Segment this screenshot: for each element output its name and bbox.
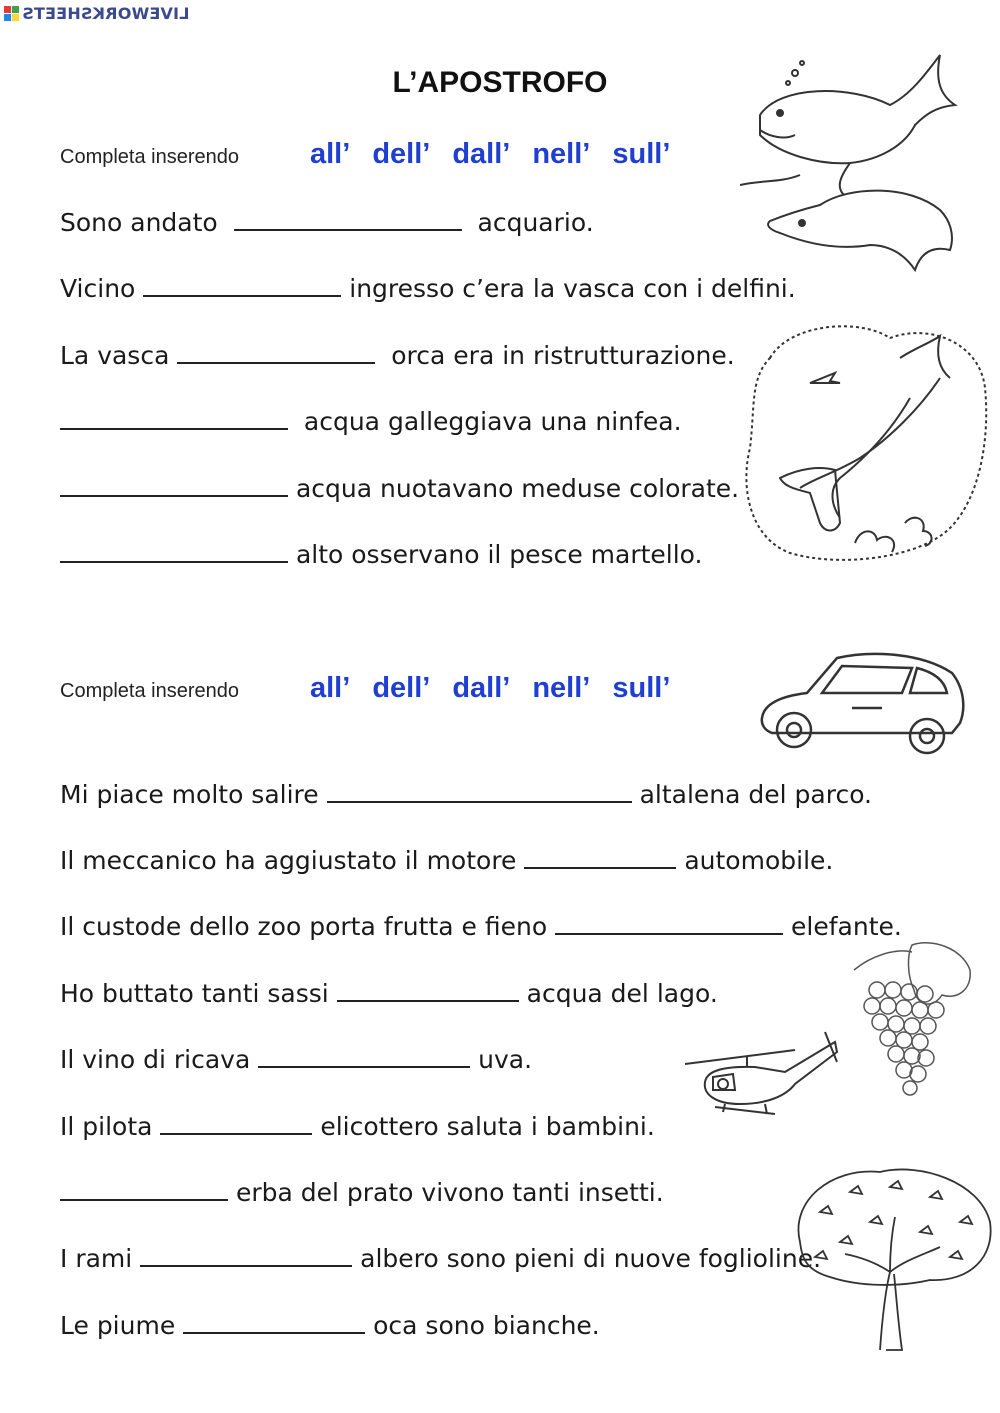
word-bank-2 [60,672,670,712]
word-bank-1 [60,138,670,178]
sentence-text: alto osservano il pesce martello. [295,540,703,569]
answer-blank[interactable] [60,537,288,563]
sentence-5 [60,471,739,506]
sentence-text: Sono andato [60,208,218,237]
sentence-text: altalena del parco. [639,780,872,809]
answer-blank[interactable] [160,1109,312,1135]
word-option[interactable]: nell’ [532,138,591,170]
sentence-text: acqua del lago. [526,979,718,1008]
sentence-text: Il pilota [60,1112,153,1141]
answer-blank[interactable] [327,777,632,803]
word-option[interactable]: dell’ [372,672,431,704]
answer-blank[interactable] [234,205,462,231]
word-option[interactable]: sull’ [612,672,671,704]
word-option[interactable]: all’ [310,138,351,170]
sentence-text: acquario. [477,208,594,237]
sentence-text: Il vino di ricava [60,1045,251,1074]
grapes-illustration [852,940,974,1112]
word-option[interactable]: nell’ [532,672,591,704]
sentence-text: Mi piace molto salire [60,780,319,809]
sentence-text: uva. [478,1045,533,1074]
answer-blank[interactable] [555,909,783,935]
sentence-1 [60,205,594,240]
sentence-11 [60,1042,532,1077]
sentence-7 [60,777,872,812]
sentence-text: elicottero saluta i bambini. [320,1112,655,1141]
sentence-text: Il custode dello zoo porta frutta e fieno [60,912,548,941]
sentence-text: albero sono pieni di nuove foglioline. [360,1244,822,1273]
sentence-text: Vicino [60,274,136,303]
page-title: L’APOSTROFO [392,66,608,99]
brand-name: LIVEWORKSHEETS [22,3,190,23]
answer-blank[interactable] [60,471,288,497]
answer-blank[interactable] [183,1308,365,1334]
answer-blank[interactable] [140,1241,352,1267]
sentence-13 [60,1175,664,1210]
sentence-text: acqua nuotavano meduse colorate. [295,474,740,503]
sentence-8 [60,843,833,878]
sentence-text: acqua galleggiava una ninfea. [303,407,682,436]
answer-blank[interactable] [177,338,375,364]
sentence-text: Ho buttato tanti sassi [60,979,329,1008]
tree-illustration [790,1162,995,1352]
sentence-text: automobile. [684,846,834,875]
sentence-4 [60,404,682,439]
sentence-text: elefante. [791,912,902,941]
sentence-text: Il meccanico ha aggiustato il motore [60,846,517,875]
answer-blank[interactable] [143,271,341,297]
answer-blank[interactable] [258,1042,470,1068]
sentence-text: La vasca [60,341,170,370]
dolphins-illustration [740,45,965,275]
word-option[interactable]: sull’ [612,138,671,170]
brand-squares-icon [4,6,19,21]
car-illustration [752,648,967,763]
word-option[interactable]: all’ [310,672,351,704]
sentence-text: erba del prato vivono tanti insetti. [235,1178,664,1207]
sentence-text: I rami [60,1244,133,1273]
sentence-text: ingresso c’era la vasca con i delfini. [349,274,796,303]
word-option[interactable]: dall’ [452,138,511,170]
sentence-text: Le piume [60,1311,176,1340]
sentence-2 [60,271,796,306]
sentence-14 [60,1241,821,1276]
word-option[interactable]: dell’ [372,138,431,170]
helicopter-illustration [685,1022,840,1127]
brand-logo [4,3,189,23]
hammerhead-shark-illustration [740,318,990,570]
sentence-text: orca era in ristrutturazione. [391,341,735,370]
answer-blank[interactable] [60,1175,228,1201]
sentence-6 [60,537,702,572]
sentence-10 [60,976,718,1011]
sentence-text: oca sono bianche. [373,1311,600,1340]
word-option[interactable]: dall’ [452,672,511,704]
answer-blank[interactable] [337,976,519,1002]
sentence-3 [60,338,735,373]
sentence-9 [60,909,902,944]
word-bank-label: Completa inserendo [60,146,239,168]
sentence-12 [60,1109,655,1144]
answer-blank[interactable] [60,404,288,430]
word-bank-label: Completa inserendo [60,680,239,702]
answer-blank[interactable] [524,843,676,869]
sentence-15 [60,1308,600,1343]
